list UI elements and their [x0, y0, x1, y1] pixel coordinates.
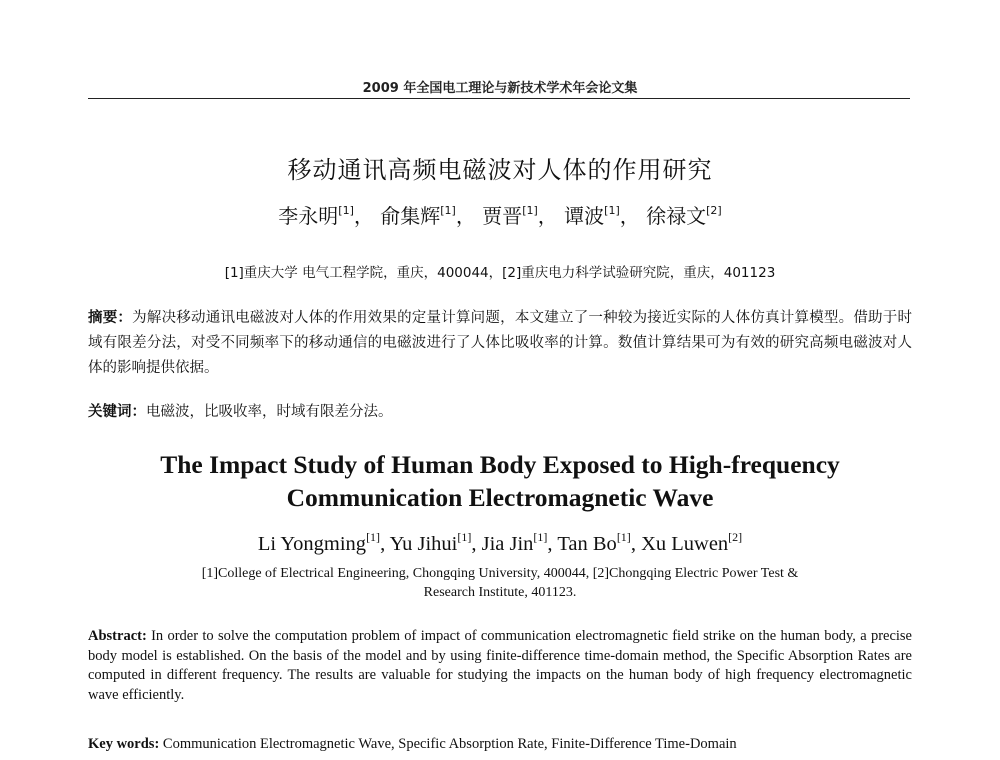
author-separator: ， — [619, 204, 640, 228]
keywords-text: 电磁波，比吸收率，时域有限差分法。 — [146, 404, 393, 420]
affiliation-mark: [1] — [522, 204, 538, 217]
affiliation-mark: [1] — [533, 530, 548, 544]
affiliation-line: [1]College of Electrical Engineering, Chongqing University, 400044, [2]Chongqing Electric Power Test & — [201, 566, 799, 581]
author-name: Tan Bo — [557, 533, 617, 555]
author-name: Xu Luwen — [641, 533, 729, 555]
affiliation-mark: [1] — [366, 530, 381, 544]
chinese-affiliation: [1]重庆大学 电气工程学院，重庆，400044，[2]重庆电力科学试验研究院，重庆，401123 — [224, 265, 776, 281]
english-title — [0, 448, 1000, 514]
author-name: 徐禄文 — [646, 204, 707, 228]
author-name: 谭波 — [564, 204, 605, 228]
author-name: 贾晋 — [482, 204, 523, 228]
affiliation-mark: [1] — [440, 204, 456, 217]
affiliation-mark: [2] — [728, 530, 743, 544]
author-name: 李永明 — [278, 204, 339, 228]
author-separator: ， — [455, 204, 476, 228]
author-separator: , — [630, 533, 642, 555]
chinese-authors — [0, 200, 1000, 229]
keywords-label: 关键词： — [88, 404, 146, 420]
affiliation-line: Research Institute, 401123. — [423, 585, 577, 600]
english-affiliation — [110, 564, 890, 602]
abstract-text: In order to solve the computation problem of impact of communication electromagnetic field strike on the human body, a precise body model is established. On the basis of the model and by using finite-difference time-domain method, the Specific Absorption Rates are computed in different frequency. The results are valuable for studying the impacts on the human body of high frequency electromagnetic wave efficiently. — [88, 628, 912, 703]
affiliation-mark: [1] — [338, 204, 354, 217]
english-keywords — [88, 736, 918, 753]
header-rule — [88, 98, 910, 99]
author-name: Jia Jin — [481, 533, 534, 555]
abstract-label: 摘要： — [88, 310, 133, 326]
author-name: Li Yongming — [257, 533, 367, 555]
keywords-text: Communication Electromagnetic Wave, Specific Absorption Rate, Finite-Difference Time-Domain — [159, 736, 737, 752]
english-authors — [0, 530, 1000, 556]
affiliation-mark: [1] — [457, 530, 472, 544]
chinese-keywords — [88, 400, 912, 421]
author-separator: , — [547, 533, 558, 555]
author-separator: , — [471, 533, 482, 555]
running-header: 2009 年全国电工理论与新技术学术年会论文集 — [362, 81, 638, 96]
abstract-text: 为解决移动通讯电磁波对人体的作用效果的定量计算问题，本文建立了一种较为接近实际的人体仿真计算模型。借助于时域有限差分法，对受不同频率下的移动通信的电磁波进行了人体比吸收率的计算。数值计算结果可为有效的研究高频电磁波对人体的影响提供依据。 — [88, 310, 912, 376]
chinese-title: 移动通讯高频电磁波对人体的作用研究 — [287, 156, 713, 184]
author-separator: ， — [353, 204, 374, 228]
affiliation-mark: [1] — [604, 204, 620, 217]
author-separator: , — [380, 533, 390, 555]
english-title-line: Communication Electromagnetic Wave — [286, 483, 714, 512]
affiliation-mark: [1] — [616, 530, 631, 544]
chinese-abstract — [88, 306, 912, 381]
author-separator: ， — [537, 204, 558, 228]
author-name: Yu Jihui — [389, 533, 458, 555]
keywords-label: Key words: — [88, 736, 160, 752]
author-name: 俞集辉 — [380, 204, 441, 228]
english-abstract — [88, 627, 912, 705]
abstract-label: Abstract: — [88, 628, 147, 644]
affiliation-mark: [2] — [706, 204, 722, 217]
english-title-line: The Impact Study of Human Body Exposed to High-frequency — [160, 450, 840, 479]
